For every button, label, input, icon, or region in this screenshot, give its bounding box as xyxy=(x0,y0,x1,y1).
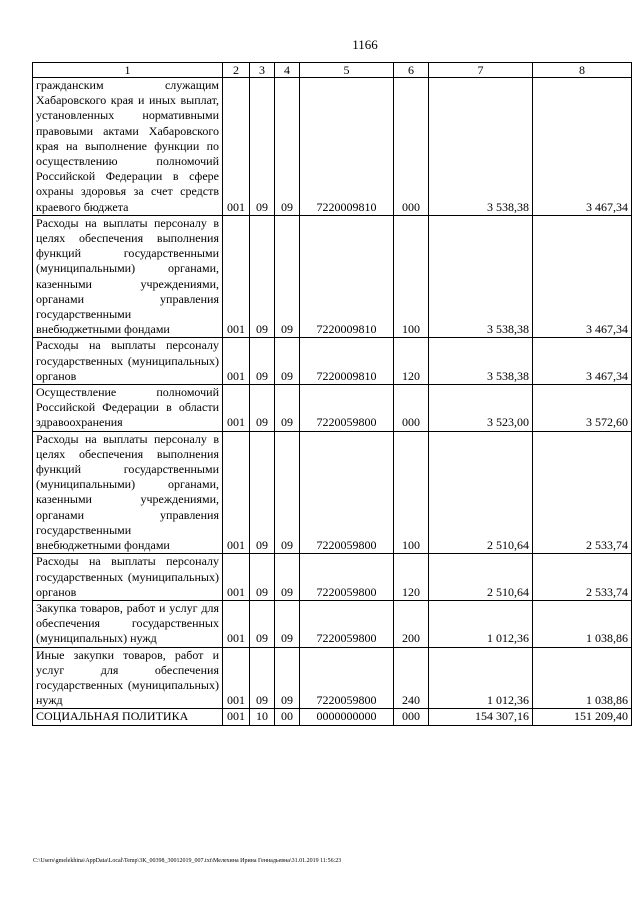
row-code-4: 09 xyxy=(275,600,300,647)
table-row xyxy=(33,215,632,338)
row-code-4: 09 xyxy=(275,338,300,385)
row-amount-7: 3 523,00 xyxy=(429,385,533,432)
row-code-6: 200 xyxy=(394,600,429,647)
col-header-8: 8 xyxy=(533,63,632,78)
row-code-4: 09 xyxy=(275,385,300,432)
col-header-6: 6 xyxy=(394,63,429,78)
row-description: гражданским служащим Хабаровского края и иных выплат, установленных нормативными правовыми актами Хабаровского края на выполнение функции по осуществлению полномочий Российской Федерации в сфере охраны здоровья за счет средств краевого бюджета xyxy=(33,78,223,216)
row-code-2: 001 xyxy=(223,600,250,647)
col-header-7: 7 xyxy=(429,63,533,78)
row-code-4: 00 xyxy=(275,709,300,725)
row-description: Расходы на выплаты персоналу государственных (муниципальных) органов xyxy=(33,338,223,385)
table-row xyxy=(33,431,632,554)
row-code-3: 09 xyxy=(250,431,275,554)
row-code-2: 001 xyxy=(223,647,250,709)
file-path-footer: C:\Users\gmelekhina\AppData\Local\Temp\3K_00398_30012019_007.txt\Мелехина Ирина Геннадьевна\31.01.2019 11:56:23 xyxy=(33,858,342,864)
row-amount-7: 3 538,38 xyxy=(429,78,533,216)
row-code-3: 09 xyxy=(250,647,275,709)
row-amount-7: 1 012,36 xyxy=(429,600,533,647)
row-code-6: 000 xyxy=(394,78,429,216)
row-code-2: 001 xyxy=(223,338,250,385)
row-code-6: 120 xyxy=(394,554,429,601)
row-code-6: 120 xyxy=(394,338,429,385)
row-code-4: 09 xyxy=(275,554,300,601)
row-amount-8: 2 533,74 xyxy=(533,431,632,554)
row-code-3: 09 xyxy=(250,600,275,647)
col-header-4: 4 xyxy=(275,63,300,78)
row-code-5: 7220059800 xyxy=(300,385,394,432)
row-code-3: 09 xyxy=(250,385,275,432)
page-number: 1166 xyxy=(352,37,378,52)
row-amount-8: 3 467,34 xyxy=(533,215,632,338)
row-code-3: 10 xyxy=(250,709,275,725)
table-row xyxy=(33,647,632,709)
row-code-2: 001 xyxy=(223,78,250,216)
row-code-5: 7220009810 xyxy=(300,338,394,385)
row-code-2: 001 xyxy=(223,709,250,725)
row-code-6: 100 xyxy=(394,431,429,554)
row-amount-8: 151 209,40 xyxy=(533,709,632,725)
col-header-2: 2 xyxy=(223,63,250,78)
row-amount-8: 3 467,34 xyxy=(533,78,632,216)
col-header-5: 5 xyxy=(300,63,394,78)
row-code-2: 001 xyxy=(223,385,250,432)
row-code-3: 09 xyxy=(250,78,275,216)
col-header-3: 3 xyxy=(250,63,275,78)
row-code-5: 7220059800 xyxy=(300,647,394,709)
row-amount-7: 3 538,38 xyxy=(429,338,533,385)
row-code-2: 001 xyxy=(223,431,250,554)
row-amount-8: 1 038,86 xyxy=(533,647,632,709)
row-code-3: 09 xyxy=(250,215,275,338)
row-amount-7: 154 307,16 xyxy=(429,709,533,725)
row-code-3: 09 xyxy=(250,554,275,601)
table-row xyxy=(33,385,632,432)
row-description: Расходы на выплаты персоналу в целях обеспечения выполнения функций государственными (муниципальными) органами, казенными учреждениями, органами управления государственными внебюджетными фондами xyxy=(33,215,223,338)
row-code-4: 09 xyxy=(275,215,300,338)
budget-table xyxy=(32,62,632,726)
col-header-1: 1 xyxy=(33,63,223,78)
table-row xyxy=(33,338,632,385)
row-amount-7: 3 538,38 xyxy=(429,215,533,338)
row-amount-8: 1 038,86 xyxy=(533,600,632,647)
table-row xyxy=(33,78,632,216)
row-code-5: 7220059800 xyxy=(300,431,394,554)
row-code-5: 0000000000 xyxy=(300,709,394,725)
row-code-3: 09 xyxy=(250,338,275,385)
row-code-5: 7220059800 xyxy=(300,554,394,601)
row-description: СОЦИАЛЬНАЯ ПОЛИТИКА xyxy=(33,709,223,725)
row-code-6: 240 xyxy=(394,647,429,709)
table-row xyxy=(33,709,632,725)
row-code-5: 7220009810 xyxy=(300,215,394,338)
row-code-4: 09 xyxy=(275,431,300,554)
row-code-6: 000 xyxy=(394,709,429,725)
row-code-4: 09 xyxy=(275,78,300,216)
row-amount-7: 1 012,36 xyxy=(429,647,533,709)
row-code-6: 100 xyxy=(394,215,429,338)
table-row xyxy=(33,554,632,601)
row-description: Иные закупки товаров, работ и услуг для обеспечения государственных (муниципальных) нужд xyxy=(33,647,223,709)
row-description: Расходы на выплаты персоналу в целях обеспечения выполнения функций государственными (муниципальными) органами, казенными учреждениями, органами управления государственными внебюджетными фондами xyxy=(33,431,223,554)
row-amount-8: 3 572,60 xyxy=(533,385,632,432)
table-row xyxy=(33,600,632,647)
row-amount-8: 2 533,74 xyxy=(533,554,632,601)
row-code-5: 7220009810 xyxy=(300,78,394,216)
row-amount-7: 2 510,64 xyxy=(429,431,533,554)
header-row xyxy=(33,63,632,78)
row-code-6: 000 xyxy=(394,385,429,432)
row-amount-8: 3 467,34 xyxy=(533,338,632,385)
row-code-2: 001 xyxy=(223,215,250,338)
row-amount-7: 2 510,64 xyxy=(429,554,533,601)
row-description: Осуществление полномочий Российской Федерации в области здравоохранения xyxy=(33,385,223,432)
row-code-2: 001 xyxy=(223,554,250,601)
row-description: Закупка товаров, работ и услуг для обеспечения государственных (муниципальных) нужд xyxy=(33,600,223,647)
row-code-4: 09 xyxy=(275,647,300,709)
row-code-5: 7220059800 xyxy=(300,600,394,647)
row-description: Расходы на выплаты персоналу государственных (муниципальных) органов xyxy=(33,554,223,601)
